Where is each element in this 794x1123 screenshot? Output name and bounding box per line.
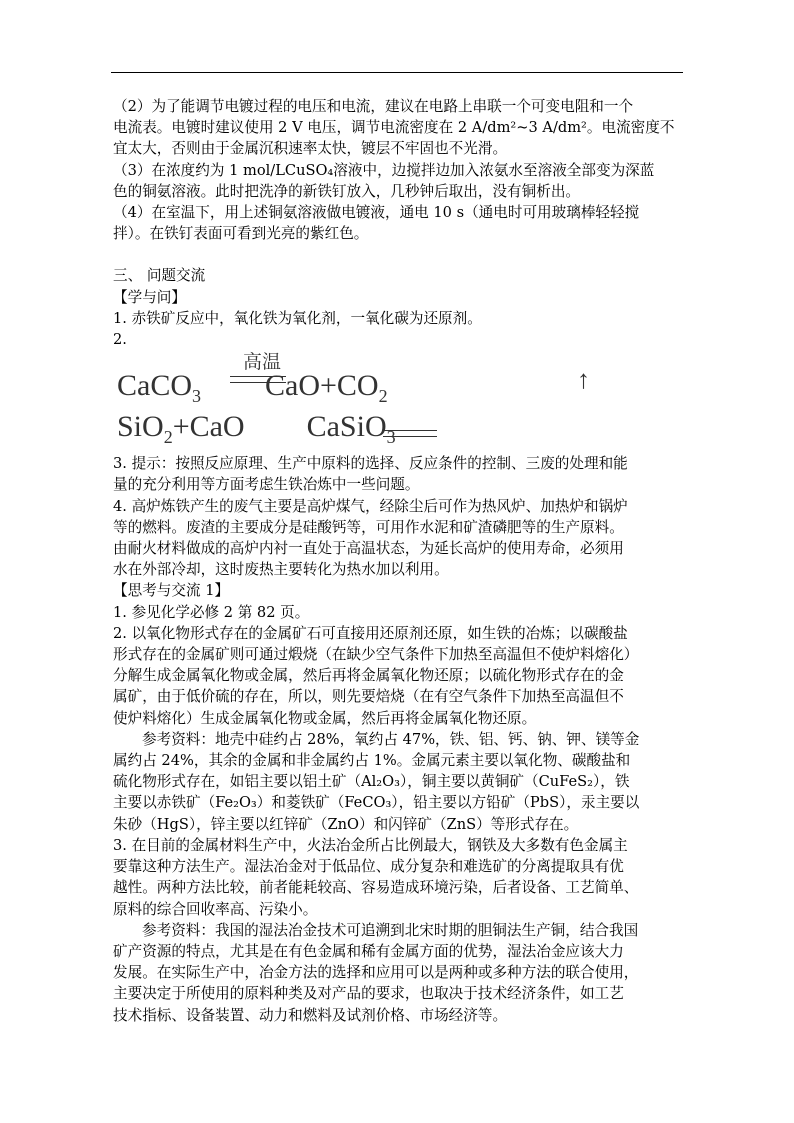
answer-item: 1. 参见化学必修 2 第 82 页。 <box>113 603 310 621</box>
paragraph: 等的燃料。废渣的主要成分是硅酸钙等，可用作水泥和矿渣磷肥等的生产原料。 <box>113 518 624 536</box>
gas-arrow-icon: ↑ <box>577 365 590 395</box>
paragraph: 矿产资源的特点，尤其是在有色金属和稀有金属方面的优势，湿法冶金应该大力 <box>113 942 624 960</box>
paragraph: 越性。两种方法比较，前者能耗较高、容易造成环境污染，后者设备、工艺简单、 <box>113 879 639 897</box>
paragraph: （2）为了能调节电镀过程的电压和电流，建议在电路上串联一个可变电阻和一个 <box>113 98 634 115</box>
paragraph: 水在外部冷却，这时废热主要转化为热水加以利用。 <box>113 561 449 579</box>
reference-note: 参考资料：我国的湿法冶金技术可追溯到北宋时期的胆铜法生产铜，结合我国 <box>142 921 639 939</box>
section-heading: 三、 问题交流 <box>113 267 206 285</box>
equation-2: SiO$_2$+CaO CaSiO$_3$ <box>117 410 396 448</box>
header-rule <box>111 72 683 73</box>
paragraph: 原料的综合回收率高、污染小。 <box>113 900 318 918</box>
paragraph: 主要以赤铁矿（Fe₂O₃）和菱铁矿（FeCO₃），铅主要以方铅矿（PbS），汞主要以 <box>113 794 640 812</box>
document-body <box>113 96 693 1026</box>
reaction-condition: 高温 <box>243 352 282 374</box>
paragraph: 属约占 24%，其余的金属和非金属约占 1%。金属元素主要以氧化物、碳酸盐和 <box>113 752 631 770</box>
paragraph: 形式存在的金属矿则可通过煅烧（在缺少空气条件下加热至高温但不使炉料熔化） <box>113 646 639 664</box>
answer-item: 1. 赤铁矿反应中，氧化铁为氧化剂，一氧化碳为还原剂。 <box>113 309 482 327</box>
paragraph: 分解生成金属氧化物或金属，然后再将金属氧化物还原；以硫化物形式存在的金 <box>113 667 624 685</box>
paragraph: 硫化物形式存在，如铝主要以铝土矿（Al₂O₃），铜主要以黄铜矿（CuFeS₂），铁 <box>113 773 630 791</box>
equation-1: CaCO$_3$ $CaO+CO_2$ <box>117 369 388 407</box>
answer-item: 4. 高炉炼铁产生的废气主要是高炉煤气，经除尘后可作为热风炉、加热炉和锅炉 <box>113 497 628 515</box>
paragraph: 拌）。在铁钉表面可看到光亮的紫红色。 <box>113 225 369 243</box>
paragraph: 朱砂（HgS），锌主要以红锌矿（ZnO）和闪锌矿（ZnS）等形式存在。 <box>113 815 579 833</box>
answer-item: 3. 在目前的金属材料生产中，火法冶金所占比例最大，钢铁及大多数有色金属主 <box>113 836 628 854</box>
paragraph: （4）在室温下，用上述铜氨溶液做电镀液，通电 10 s（通电时可用玻璃棒轻轻搅 <box>113 204 640 222</box>
paragraph: 主要决定于所使用的原料种类及对产品的要求，也取决于技术经济条件，如工艺 <box>113 985 624 1003</box>
subsection-heading: 【思考与交流 1】 <box>113 582 230 600</box>
paragraph: 色的铜氨溶液。此时把洗净的新铁钉放入，几秒钟后取出，没有铜析出。 <box>113 182 581 200</box>
answer-item: 2. 以氧化物形式存在的金属矿石可直接用还原剂还原，如生铁的冶炼；以碳酸盐 <box>113 624 628 642</box>
paragraph: 发展。在实际生产中，冶金方法的选择和应用可以是两种或多种方法的联合使用， <box>113 964 639 982</box>
subsection-heading: 【学与问】 <box>113 288 186 306</box>
paragraph: 电流表。电镀时建议使用 2 V 电压，调节电流密度在 2 A/dm²~3 A/dm²。电流密度不 <box>113 119 675 137</box>
paragraph: 要靠这种方法生产。湿法冶金对于低品位、成分复杂和难选矿的分离提取具有优 <box>113 858 624 876</box>
answer-item: 3. 提示：按照反应原理、生产中原料的选择、反应条件的控制、三废的处理和能 <box>113 455 628 473</box>
reference-note: 参考资料：地壳中硅约占 28%，氧约占 47%，铁、铝、钙、钠、钾、镁等金 <box>142 730 640 748</box>
chemical-equations <box>115 352 590 449</box>
answer-item: 2. <box>113 331 127 349</box>
paragraph: 使炉料熔化）生成金属氧化物或金属，然后再将金属氧化物还原。 <box>113 709 537 727</box>
paragraph: （3）在浓度约为 1 mol/LCuSO₄溶液中，边搅拌边加入浓氨水至溶液全部变为深蓝 <box>113 161 655 179</box>
paragraph: 量的充分利用等方面考虑生铁冶炼中一些问题。 <box>113 476 420 494</box>
paragraph: 宜太大，否则由于金属沉积速率太快，镀层不牢固也不光滑。 <box>113 140 508 158</box>
paragraph: 技术指标、设备装置、动力和燃料及试剂价格、市场经济等。 <box>113 1006 508 1024</box>
paragraph: 由耐火材料做成的高炉内衬一直处于高温状态，为延长高炉的使用寿命，必须用 <box>113 540 624 558</box>
paragraph: 属矿，由于低价硫的存在，所以，则先要焙烧（在有空气条件下加热至高温但不 <box>113 688 624 706</box>
